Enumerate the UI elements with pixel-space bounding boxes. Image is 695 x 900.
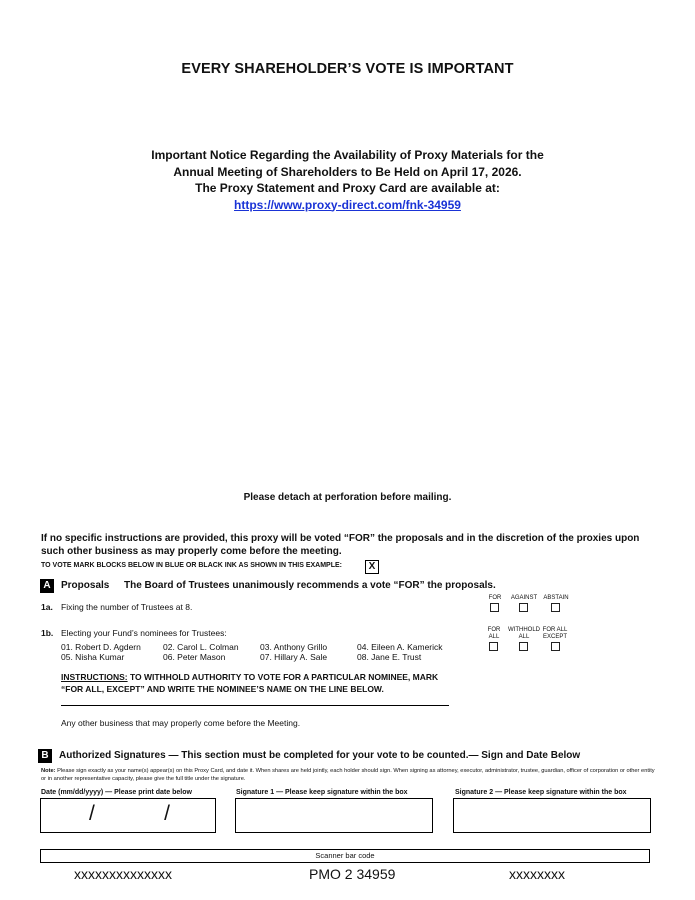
footer-right-code: xxxxxxxx (509, 866, 565, 882)
nominee-03: 03. Anthony Grillo (260, 642, 328, 652)
note-label: Note: (41, 768, 56, 774)
signature-1-box[interactable] (235, 798, 433, 833)
notice-line-1: Important Notice Regarding the Availability of Proxy Materials for the (151, 148, 544, 162)
col-header-for-all-except: FOR ALL EXCEPT (542, 627, 568, 640)
notice-line-3: The Proxy Statement and Proxy Card are available at: (195, 181, 500, 195)
footer-center-code: PMO 2 34959 (309, 866, 396, 882)
nominee-06: 06. Peter Mason (163, 652, 226, 662)
notice-line-2: Annual Meeting of Shareholders to Be Held on April 17, 2026. (173, 164, 522, 179)
section-a-subtitle: The Board of Trustees unanimously recommends a vote “FOR” the proposals. (124, 580, 496, 591)
nominee-05: 05. Nisha Kumar (61, 652, 125, 662)
proposal-1a-against-checkbox[interactable] (519, 603, 528, 612)
date-separators: / / (89, 802, 172, 825)
instructions-label: INSTRUCTIONS: (61, 672, 128, 682)
proposal-1b-withhold-all-checkbox[interactable] (519, 642, 528, 651)
col-header-for-all: FOR ALL (487, 627, 501, 640)
section-b-badge: B (38, 749, 52, 763)
scanner-bar-code-box: Scanner bar code (40, 849, 650, 863)
col-header-for: FOR (488, 595, 502, 601)
signature-note (41, 767, 656, 783)
proposal-1a-number: 1a. (41, 602, 53, 612)
page-title: EVERY SHAREHOLDER’S VOTE IS IMPORTANT (181, 61, 514, 77)
mark-example-text: TO VOTE MARK BLOCKS BELOW IN BLUE OR BLACK INK AS SHOWN IN THIS EXAMPLE: (41, 562, 342, 569)
proxy-materials-link[interactable]: https://www.proxy-direct.com/fnk-34959 (234, 197, 461, 212)
col-header-withhold-all: WITHHOLD ALL (508, 627, 540, 640)
signature-2-box[interactable] (453, 798, 651, 833)
nominee-04: 04. Eileen A. Kamerick (357, 642, 443, 652)
other-business-text: Any other business that may properly come before the Meeting. (61, 718, 301, 728)
proposal-1a-text: Fixing the number of Trustees at 8. (61, 602, 193, 612)
signature-1-label: Signature 1 — Please keep signature within the box (236, 789, 408, 796)
section-a-badge: A (40, 579, 54, 593)
nominee-02: 02. Carol L. Colman (163, 642, 239, 652)
detach-instruction: Please detach at perforation before mailing. (243, 492, 452, 503)
instructions-text: TO WITHHOLD AUTHORITY TO VOTE FOR A PARTICULAR NOMINEE, MARK “FOR ALL, EXCEPT” AND WRITE THE NOMINEE’S NAME ON THE LINE BELOW. (61, 672, 439, 694)
col-header-against: AGAINST (510, 595, 538, 601)
nominee-07: 07. Hillary A. Sale (260, 652, 328, 662)
note-text: Please sign exactly as your name(s) appear(s) on this Proxy Card, and date it. When shares are held jointly, each holder should sign. When signing as attorney, executor, administrator, trustee, guardian, officer of corporation or other entity or in another representative capacity, please give the full title under the signature. (41, 768, 655, 782)
nominee-08: 08. Jane E. Trust (357, 652, 422, 662)
proposal-1a-abstain-checkbox[interactable] (551, 603, 560, 612)
withhold-instructions (61, 671, 461, 695)
date-field-label: Date (mm/dd/yyyy) — Please print date below (41, 789, 192, 796)
mark-example-box: X (365, 560, 379, 574)
date-field[interactable] (40, 798, 216, 833)
footer-left-code: xxxxxxxxxxxxxx (74, 866, 172, 882)
voting-intro: If no specific instructions are provided, this proxy will be voted “FOR” the proposals and in the discretion of the proxies upon such other business as may properly come before the meeting. (41, 533, 640, 557)
proposal-1b-for-all-except-checkbox[interactable] (551, 642, 560, 651)
section-a-title: Proposals (61, 580, 110, 591)
proposal-1a-for-checkbox[interactable] (490, 603, 499, 612)
proposal-1b-text: Electing your Fund’s nominees for Trustees: (61, 628, 227, 638)
proposal-1b-for-all-checkbox[interactable] (489, 642, 498, 651)
nominee-write-in-line[interactable] (61, 705, 449, 706)
col-header-abstain: ABSTAIN (543, 595, 569, 601)
proposal-1b-number: 1b. (41, 628, 54, 638)
proxy-notice (0, 147, 695, 213)
nominee-01: 01. Robert D. Agdern (61, 642, 141, 652)
section-b-title: Authorized Signatures — This section must be completed for your vote to be counted.— Sign and Date Below (59, 750, 581, 761)
signature-2-label: Signature 2 — Please keep signature within the box (455, 789, 627, 796)
